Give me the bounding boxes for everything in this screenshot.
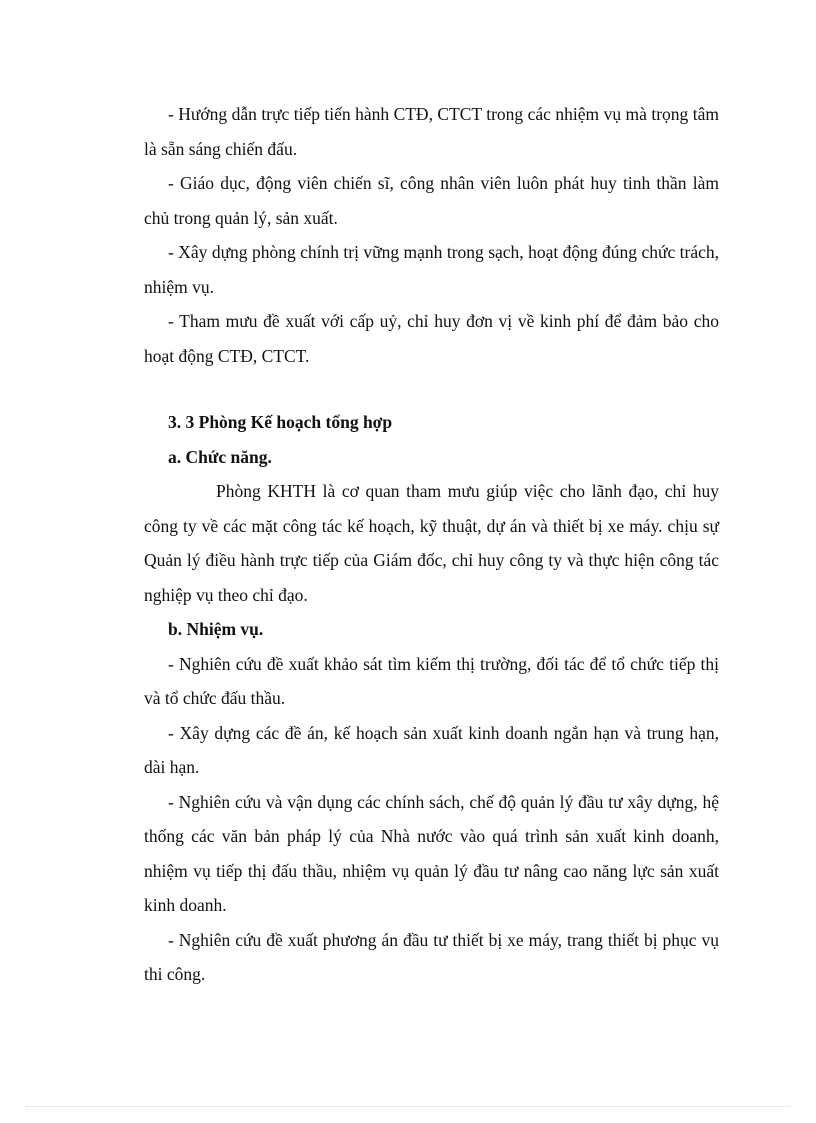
function-heading: a. Chức năng. <box>168 446 272 467</box>
page-bottom-divider <box>26 1106 790 1107</box>
duty-item: - Xây dựng các đề án, kế hoạch sản xuất kinh doanh ngắn hạn và trung hạn, dài hạn. <box>144 722 719 777</box>
duty-paragraph: - Hướng dẫn trực tiếp tiến hành CTĐ, CTCT trong các nhiệm vụ mà trọng tâm là sẵn sáng chiến đấu. <box>144 104 719 159</box>
duties-heading: b. Nhiệm vụ. <box>168 619 264 639</box>
duty-paragraph: - Giáo dục, động viên chiến sĩ, công nhân viên luôn phát huy tinh thần làm chủ trong quản lý, sản xuất. <box>144 173 719 228</box>
duty-item: - Nghiên cứu đề xuất phương án đầu tư thiết bị xe máy, trang thiết bị phục vụ thi công. <box>144 929 719 984</box>
section-planning-department <box>144 405 719 992</box>
function-paragraph: Phòng KHTH là cơ quan tham mưu giúp việc cho lãnh đạo, chỉ huy công ty về các mặt công tác kế hoạch, kỹ thuật, dự án và thiết bị xe máy. chịu sự Quản lý điều hành trực tiếp của Giám đốc, chỉ huy công ty và thực hiện công tác nghiệp vụ theo chỉ đạo. <box>144 481 719 605</box>
duty-paragraph: - Tham mưu đề xuất với cấp uỷ, chỉ huy đơn vị về kinh phí để đảm bảo cho hoạt động CTĐ, CTCT. <box>144 311 719 366</box>
political-duties-list <box>144 97 719 373</box>
section-heading: 3. 3 Phòng Kế hoạch tổng hợp <box>168 412 393 432</box>
duty-item: - Nghiên cứu đề xuất khảo sát tìm kiếm thị trường, đối tác để tổ chức tiếp thị và tổ chức đấu thầu. <box>144 653 719 708</box>
duty-paragraph: - Xây dựng phòng chính trị vững mạnh trong sạch, hoạt động đúng chức trách, nhiệm vụ. <box>144 242 719 297</box>
duty-item: - Nghiên cứu và vận dụng các chính sách, chế độ quản lý đầu tư xây dựng, hệ thống các văn bản pháp lý của Nhà nước vào quá trình sản xuất kinh doanh, nhiệm vụ tiếp thị đấu thầu, nhiệm vụ quản lý đầu tư nâng cao năng lực sản xuất kinh doanh. <box>144 791 719 915</box>
